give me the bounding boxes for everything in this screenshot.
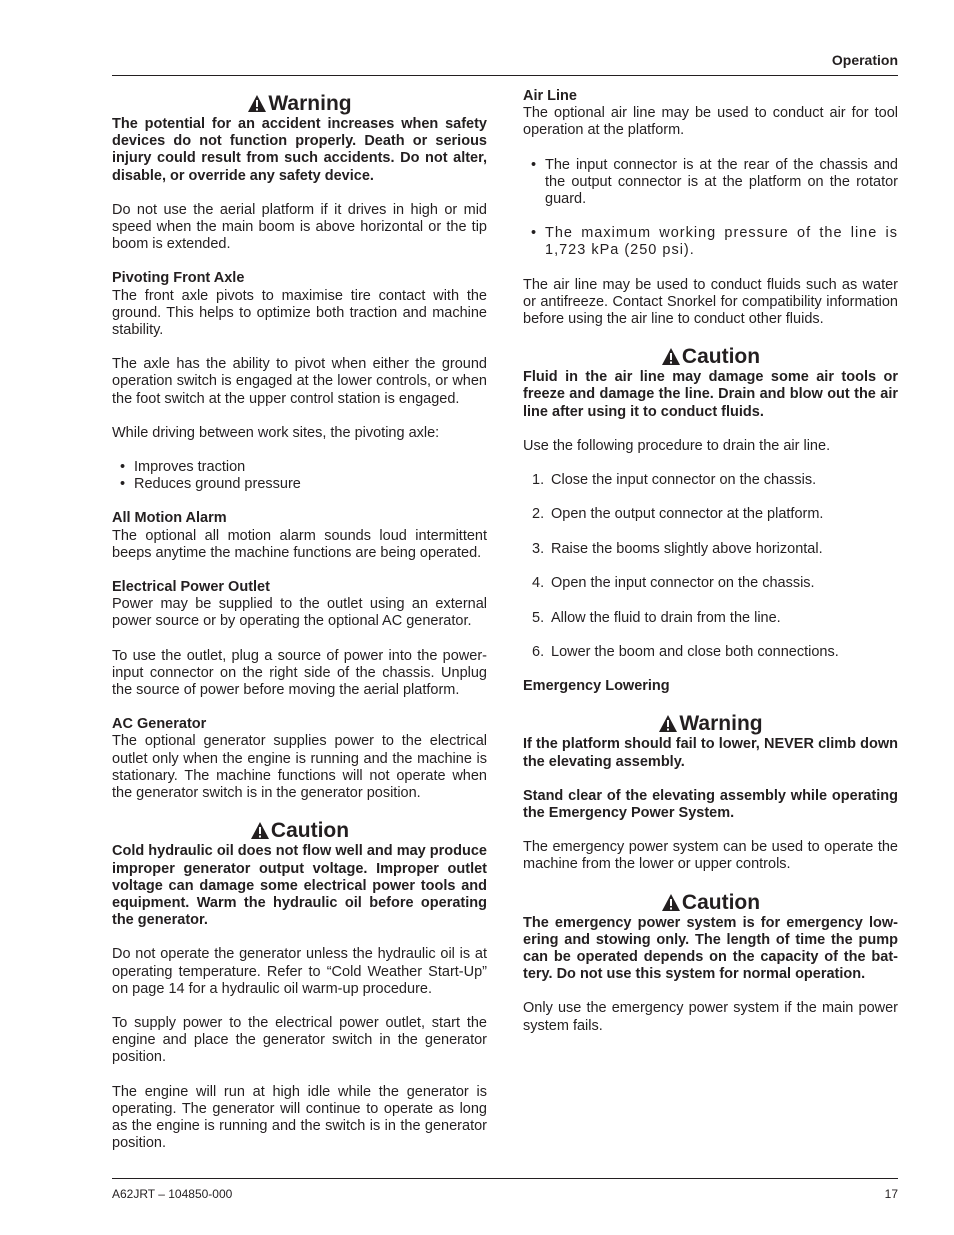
footer-rule [112,1178,898,1179]
paragraph: The optional all motion alarm sounds loud intermittent beeps anytime the machine functions are being operated. [112,527,487,561]
paragraph: While driving between work sites, the pivoting axle: [112,424,440,441]
warning-body: If the platform should fail to lower, NEVER climb down the elevating assembly. [523,736,898,770]
step-number: 6. [532,644,545,660]
warning-title: Warning [268,92,352,115]
step-text: Open the input connector on the chassis. [551,575,815,592]
numbered-list [523,472,898,661]
step-number: 1. [532,472,545,489]
bullet-list [112,459,487,493]
warning-body: The potential for an accident increases when safety devices do not function properly. Death or serious injury could result from such accidents. Do not alter, disable, or override any safety device. [112,116,487,184]
warning-title: Warning [679,712,763,736]
caution-heading [523,345,898,369]
paragraph: Power may be supplied to the outlet using an external power source or by operating the optional AC generator. [112,596,487,630]
step-text: Close the input connector on the chassis. [551,472,817,489]
list-item [523,472,898,489]
paragraph: Only use the emergency power system if the main power system fails. [523,1000,898,1034]
warning-triangle-icon [250,821,270,840]
list-item [523,644,898,661]
page-number: 17 [884,1187,898,1201]
list-item [523,610,898,627]
warning-triangle-icon [661,893,681,912]
warning-heading [112,92,487,116]
section-heading: Air Line [523,88,577,104]
section-heading: Pivoting Front Axle [112,270,245,287]
section-header: Operation [831,52,898,68]
list-item [523,575,898,592]
right-column [523,88,898,1052]
paragraph: Use the following procedure to drain the air line. [523,437,831,454]
section-heading: All Motion Alarm [112,510,227,527]
section-heading: Emergency Lowering [523,678,670,695]
warning-heading [523,712,898,736]
list-item [523,506,898,523]
paragraph: Do not operate the generator unless the hydraulic oil is at operating temperature. Refer to “Cold Weather Start-Up” on page 14 for a hydraulic oil warm-up procedure. [112,946,487,997]
step-number: 4. [532,575,545,592]
step-text: Lower the boom and close both connections. [551,644,839,660]
caution-heading [523,891,898,915]
paragraph: To use the outlet, plug a source of power into the power-input connector on the right side of the chassis. Unplug the source of power before moving the aerial platform. [112,647,487,699]
paragraph: The axle has the ability to pivot when either the ground operation switch is engaged at the lower controls, or when the foot switch at the upper control station is engaged. [112,356,487,407]
paragraph: The engine will run at high idle while the generator is operating. The generator will continue to operate as long as the engine is running and the switch is in the generator position. [112,1083,487,1152]
step-number: 2. [532,506,545,523]
paragraph: The front axle pivots to maximise tire contact with the ground. This helps to optimize both traction and machine stability. [112,287,487,339]
list-item: • Improves traction [112,459,487,476]
header-rule [112,75,898,76]
warning-triangle-icon [247,94,267,113]
warning-triangle-icon [661,347,681,366]
bullet-list [523,157,898,260]
caution-title: Caution [681,890,761,914]
caution-body: Fluid in the air line may damage some air tools or freeze and damage the line. Drain and blow out the air line after using it to conduct fluids. [523,369,898,420]
paragraph: The optional generator supplies power to the electrical outlet only when the engine is running and the machine is stationary. The machine functions will not operate when the generator switch is in the generator position. [112,733,487,802]
step-number: 5. [532,609,545,626]
step-number: 3. [532,540,545,557]
list-item: • The maximum working pressure of the line is 1,723 kPa (250 psi). [523,225,898,259]
caution-title: Caution [270,819,350,843]
section-heading: AC Generator [112,716,207,733]
warning-body: Stand clear of the elevating assembly while operating the Emergency Power System. [523,787,898,822]
caution-title: Caution [681,345,761,369]
caution-body: The emergency power system is for emergency lowering and stowing only. The length of time the pump can be operated depends on the capacity of the battery. Do not use this system for normal operation. [523,914,898,983]
paragraph: The emergency power system can be used to operate the machine from the lower or upper controls. [523,839,898,873]
paragraph: Do not use the aerial platform if it drives in high or mid speed when the main boom is above horizontal or the tip boom is extended. [112,201,487,253]
warning-triangle-icon [658,714,678,733]
paragraph: To supply power to the electrical power outlet, start the engine and place the generator switch in the generator position. [112,1014,487,1066]
list-item: • Reduces ground pressure [112,476,487,493]
paragraph: The air line may be used to conduct fluids such as water or antifreeze. Contact Snorkel for compatibility information before using the air line to conduct other fluids. [523,276,898,328]
caution-body: Cold hydraulic oil does not flow well and may produce improper generator output voltage. Improper outlet voltage can damage some electrical power tools and equipment. Warm the hydraulic oil before operating the generator. [112,843,487,929]
paragraph: The optional air line may be used to conduct air for tool operation at the platform. [523,105,898,139]
footer-doc-id: A62JRT – 104850-000 [112,1187,233,1201]
step-text: Raise the booms slightly above horizontal. [551,540,823,557]
left-column [112,92,487,1169]
caution-heading [112,819,487,843]
list-item: • The input connector is at the rear of the chassis and the output connector is at the platform on the rotator guard. [523,157,898,209]
step-text: Open the output connector at the platform. [551,506,824,523]
section-heading: Electrical Power Outlet [112,579,270,596]
list-item [523,541,898,558]
step-text: Allow the fluid to drain from the line. [551,609,781,626]
